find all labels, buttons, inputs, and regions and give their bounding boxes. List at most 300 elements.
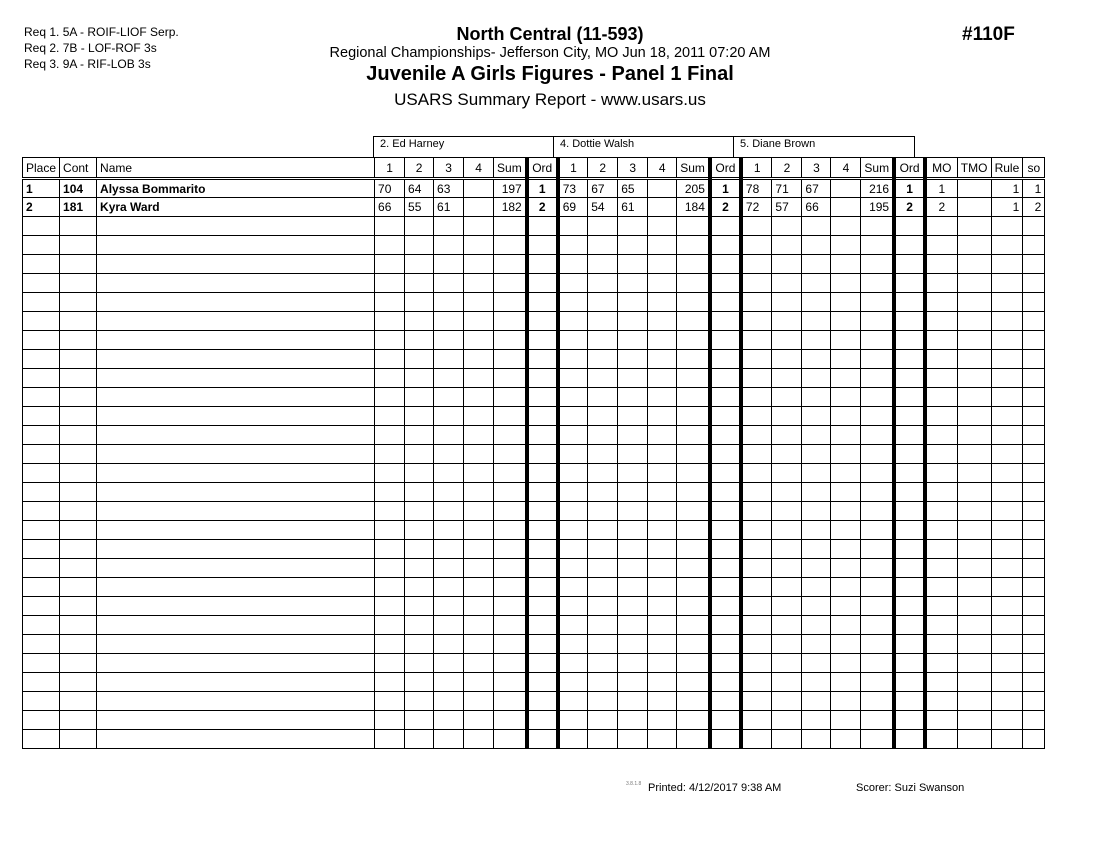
empty-cell [588, 578, 618, 597]
competition-subtitle: Regional Championships- Jefferson City, MO Jun 18, 2011 07:20 AM [329, 45, 771, 61]
empty-cell [1023, 502, 1045, 521]
empty-cell [710, 540, 741, 559]
empty-cell [60, 578, 97, 597]
empty-cell [802, 331, 831, 350]
empty-cell [60, 559, 97, 578]
empty-cell [375, 559, 405, 578]
empty-cell [23, 331, 60, 350]
results-table [22, 157, 1045, 749]
empty-cell [710, 293, 741, 312]
col-j3-fig1: 1 [741, 158, 772, 179]
sum-cell: 195 [861, 198, 894, 217]
empty-cell [23, 597, 60, 616]
empty-cell [23, 654, 60, 673]
empty-cell [375, 730, 405, 749]
empty-cell [772, 559, 802, 578]
empty-cell [527, 692, 558, 711]
score-cell: 57 [772, 198, 802, 217]
empty-cell [97, 654, 375, 673]
empty-cell [375, 635, 405, 654]
empty-cell [527, 350, 558, 369]
empty-cell [97, 502, 375, 521]
col-j2-fig2: 2 [588, 158, 618, 179]
empty-row [23, 331, 1045, 350]
empty-cell [97, 293, 375, 312]
col-j1-fig3: 3 [434, 158, 464, 179]
col-j2-fig3: 3 [618, 158, 648, 179]
ord-cell: 2 [710, 198, 741, 217]
empty-cell [60, 426, 97, 445]
empty-cell [831, 217, 861, 236]
empty-cell [741, 369, 772, 388]
empty-cell [434, 616, 464, 635]
empty-cell [375, 369, 405, 388]
empty-cell [1023, 426, 1045, 445]
empty-cell [494, 217, 527, 236]
sum-cell: 216 [861, 179, 894, 198]
empty-cell [802, 388, 831, 407]
empty-cell [772, 616, 802, 635]
empty-cell [710, 445, 741, 464]
empty-cell [434, 502, 464, 521]
empty-cell [23, 445, 60, 464]
empty-cell [741, 616, 772, 635]
empty-cell [375, 578, 405, 597]
sum-cell: 197 [494, 179, 527, 198]
empty-cell [23, 483, 60, 502]
empty-cell [527, 540, 558, 559]
empty-cell [648, 616, 677, 635]
empty-cell [831, 388, 861, 407]
empty-cell [677, 673, 710, 692]
col-j2-sum: Sum [677, 158, 710, 179]
empty-cell [648, 426, 677, 445]
empty-cell [375, 521, 405, 540]
empty-cell [464, 730, 494, 749]
empty-cell [925, 692, 957, 711]
empty-cell [1023, 369, 1045, 388]
empty-cell [558, 407, 588, 426]
empty-cell [494, 635, 527, 654]
empty-cell [434, 540, 464, 559]
empty-cell [494, 711, 527, 730]
empty-cell [434, 312, 464, 331]
empty-cell [527, 673, 558, 692]
empty-cell [464, 255, 494, 274]
empty-cell [831, 464, 861, 483]
empty-cell [925, 540, 957, 559]
empty-cell [741, 502, 772, 521]
score-cell: 70 [375, 179, 405, 198]
score-cell: 69 [558, 198, 588, 217]
col-j3-fig3: 3 [802, 158, 831, 179]
empty-cell [957, 217, 991, 236]
empty-cell [23, 217, 60, 236]
empty-cell [97, 312, 375, 331]
empty-cell [648, 350, 677, 369]
empty-cell [588, 312, 618, 331]
empty-cell [434, 654, 464, 673]
empty-cell [991, 597, 1023, 616]
empty-cell [648, 293, 677, 312]
empty-cell [558, 464, 588, 483]
empty-cell [831, 711, 861, 730]
empty-cell [464, 692, 494, 711]
empty-cell [861, 388, 894, 407]
empty-cell [957, 369, 991, 388]
empty-cell [494, 597, 527, 616]
empty-cell [894, 407, 925, 426]
empty-cell [558, 502, 588, 521]
empty-cell [558, 597, 588, 616]
empty-cell [558, 483, 588, 502]
empty-cell [1023, 407, 1045, 426]
empty-cell [802, 654, 831, 673]
score-cell: 72 [741, 198, 772, 217]
empty-cell [741, 407, 772, 426]
empty-cell [60, 369, 97, 388]
empty-cell [957, 635, 991, 654]
empty-row [23, 274, 1045, 293]
empty-cell [405, 540, 434, 559]
empty-cell [527, 407, 558, 426]
empty-cell [618, 464, 648, 483]
empty-cell [527, 616, 558, 635]
empty-cell [1023, 445, 1045, 464]
empty-cell [772, 388, 802, 407]
empty-cell [772, 635, 802, 654]
empty-cell [772, 369, 802, 388]
empty-cell [494, 578, 527, 597]
col-j2-fig1: 1 [558, 158, 588, 179]
empty-cell [861, 407, 894, 426]
empty-cell [60, 654, 97, 673]
empty-cell [618, 293, 648, 312]
empty-cell [894, 274, 925, 293]
empty-cell [588, 350, 618, 369]
empty-cell [741, 426, 772, 445]
empty-cell [894, 502, 925, 521]
empty-cell [991, 483, 1023, 502]
empty-cell [741, 692, 772, 711]
empty-cell [648, 236, 677, 255]
empty-cell [375, 388, 405, 407]
empty-cell [861, 540, 894, 559]
empty-cell [802, 407, 831, 426]
tmo-cell [957, 179, 991, 198]
place-cell: 2 [23, 198, 60, 217]
empty-cell [710, 255, 741, 274]
empty-cell [618, 388, 648, 407]
empty-cell [991, 350, 1023, 369]
empty-cell [925, 407, 957, 426]
empty-cell [434, 597, 464, 616]
empty-cell [1023, 331, 1045, 350]
empty-cell [741, 293, 772, 312]
empty-cell [894, 711, 925, 730]
empty-cell [894, 521, 925, 540]
empty-cell [648, 369, 677, 388]
empty-cell [861, 692, 894, 711]
empty-cell [434, 331, 464, 350]
empty-cell [60, 236, 97, 255]
empty-cell [494, 616, 527, 635]
empty-cell [991, 312, 1023, 331]
empty-cell [831, 426, 861, 445]
empty-cell [97, 369, 375, 388]
empty-cell [772, 654, 802, 673]
empty-cell [1023, 673, 1045, 692]
empty-cell [710, 711, 741, 730]
empty-cell [648, 255, 677, 274]
region-title: North Central (11-593) [456, 24, 644, 44]
empty-cell [802, 692, 831, 711]
empty-cell [1023, 464, 1045, 483]
empty-cell [772, 711, 802, 730]
empty-cell [494, 369, 527, 388]
empty-cell [588, 654, 618, 673]
empty-cell [494, 445, 527, 464]
empty-cell [741, 673, 772, 692]
empty-cell [957, 388, 991, 407]
empty-cell [618, 445, 648, 464]
empty-cell [405, 464, 434, 483]
empty-cell [97, 692, 375, 711]
empty-cell [710, 635, 741, 654]
empty-cell [925, 483, 957, 502]
empty-cell [772, 426, 802, 445]
ord-cell: 1 [894, 179, 925, 198]
empty-cell [894, 673, 925, 692]
empty-cell [831, 692, 861, 711]
empty-row [23, 635, 1045, 654]
empty-cell [957, 540, 991, 559]
empty-cell [710, 654, 741, 673]
empty-cell [861, 730, 894, 749]
empty-cell [802, 730, 831, 749]
empty-cell [991, 521, 1023, 540]
empty-cell [434, 293, 464, 312]
empty-cell [405, 578, 434, 597]
empty-cell [925, 673, 957, 692]
empty-cell [375, 540, 405, 559]
empty-cell [802, 445, 831, 464]
empty-cell [831, 730, 861, 749]
requirements-list [24, 24, 179, 72]
empty-cell [772, 293, 802, 312]
sum-cell: 205 [677, 179, 710, 198]
rule-cell: 1 [991, 179, 1023, 198]
empty-cell [97, 407, 375, 426]
empty-cell [494, 312, 527, 331]
empty-cell [925, 388, 957, 407]
empty-cell [405, 369, 434, 388]
empty-cell [710, 388, 741, 407]
empty-cell [405, 236, 434, 255]
empty-cell [97, 597, 375, 616]
empty-cell [991, 540, 1023, 559]
empty-cell [434, 255, 464, 274]
empty-cell [494, 730, 527, 749]
empty-cell [494, 540, 527, 559]
empty-cell [648, 730, 677, 749]
empty-row [23, 350, 1045, 369]
empty-cell [957, 483, 991, 502]
empty-cell [677, 236, 710, 255]
empty-cell [494, 350, 527, 369]
col-j3-sum: Sum [861, 158, 894, 179]
empty-cell [23, 502, 60, 521]
empty-row [23, 597, 1045, 616]
empty-cell [464, 711, 494, 730]
empty-cell [618, 730, 648, 749]
empty-cell [861, 426, 894, 445]
empty-cell [527, 711, 558, 730]
empty-cell [618, 578, 648, 597]
empty-cell [991, 711, 1023, 730]
empty-cell [527, 502, 558, 521]
empty-cell [464, 654, 494, 673]
empty-cell [1023, 217, 1045, 236]
empty-cell [60, 312, 97, 331]
empty-cell [588, 236, 618, 255]
empty-cell [991, 673, 1023, 692]
empty-cell [405, 407, 434, 426]
empty-cell [375, 426, 405, 445]
empty-cell [677, 654, 710, 673]
empty-cell [464, 350, 494, 369]
score-cell: 66 [802, 198, 831, 217]
empty-cell [405, 502, 434, 521]
empty-cell [741, 331, 772, 350]
empty-cell [677, 597, 710, 616]
empty-cell [375, 483, 405, 502]
empty-cell [802, 502, 831, 521]
empty-cell [772, 445, 802, 464]
empty-row [23, 369, 1045, 388]
empty-cell [558, 255, 588, 274]
empty-cell [97, 331, 375, 350]
empty-cell [957, 407, 991, 426]
empty-cell [894, 236, 925, 255]
empty-cell [23, 711, 60, 730]
empty-cell [677, 616, 710, 635]
empty-cell [527, 312, 558, 331]
empty-cell [648, 274, 677, 293]
empty-cell [588, 711, 618, 730]
empty-cell [957, 274, 991, 293]
empty-cell [558, 312, 588, 331]
empty-cell [772, 274, 802, 293]
empty-cell [772, 350, 802, 369]
empty-cell [925, 293, 957, 312]
empty-cell [464, 331, 494, 350]
so-cell: 1 [1023, 179, 1045, 198]
empty-cell [710, 673, 741, 692]
empty-cell [464, 293, 494, 312]
empty-cell [894, 445, 925, 464]
empty-cell [23, 407, 60, 426]
empty-cell [861, 350, 894, 369]
empty-cell [618, 502, 648, 521]
empty-cell [434, 369, 464, 388]
empty-cell [23, 635, 60, 654]
empty-cell [1023, 711, 1045, 730]
empty-cell [1023, 635, 1045, 654]
empty-cell [527, 730, 558, 749]
empty-cell [991, 654, 1023, 673]
judge-header-3: 5. Diane Brown [733, 136, 915, 157]
empty-cell [375, 445, 405, 464]
empty-cell [648, 502, 677, 521]
empty-cell [772, 540, 802, 559]
empty-cell [375, 293, 405, 312]
empty-cell [677, 407, 710, 426]
empty-cell [527, 483, 558, 502]
empty-cell [60, 597, 97, 616]
empty-cell [494, 464, 527, 483]
empty-cell [405, 559, 434, 578]
table-row [23, 179, 1045, 198]
empty-cell [588, 293, 618, 312]
empty-cell [710, 502, 741, 521]
empty-cell [464, 217, 494, 236]
empty-cell [23, 521, 60, 540]
empty-cell [588, 407, 618, 426]
empty-cell [648, 711, 677, 730]
empty-cell [405, 350, 434, 369]
empty-cell [588, 616, 618, 635]
empty-cell [527, 388, 558, 407]
empty-cell [802, 293, 831, 312]
col-j3-fig2: 2 [772, 158, 802, 179]
empty-cell [831, 635, 861, 654]
empty-cell [60, 274, 97, 293]
empty-cell [375, 502, 405, 521]
empty-cell [957, 255, 991, 274]
empty-cell [772, 255, 802, 274]
empty-cell [741, 445, 772, 464]
empty-cell [831, 445, 861, 464]
empty-cell [558, 521, 588, 540]
empty-cell [375, 217, 405, 236]
empty-cell [1023, 483, 1045, 502]
empty-cell [434, 578, 464, 597]
empty-cell [1023, 597, 1045, 616]
empty-cell [588, 464, 618, 483]
empty-cell [772, 502, 802, 521]
empty-cell [588, 274, 618, 293]
empty-cell [405, 616, 434, 635]
empty-cell [60, 616, 97, 635]
score-cell [648, 179, 677, 198]
empty-cell [772, 673, 802, 692]
empty-cell [710, 730, 741, 749]
empty-cell [527, 293, 558, 312]
empty-cell [1023, 730, 1045, 749]
empty-cell [60, 483, 97, 502]
empty-cell [375, 654, 405, 673]
empty-cell [23, 274, 60, 293]
empty-cell [464, 540, 494, 559]
score-cell: 65 [618, 179, 648, 198]
empty-cell [831, 331, 861, 350]
empty-cell [464, 464, 494, 483]
empty-cell [925, 312, 957, 331]
empty-cell [741, 559, 772, 578]
empty-cell [588, 692, 618, 711]
empty-cell [588, 521, 618, 540]
